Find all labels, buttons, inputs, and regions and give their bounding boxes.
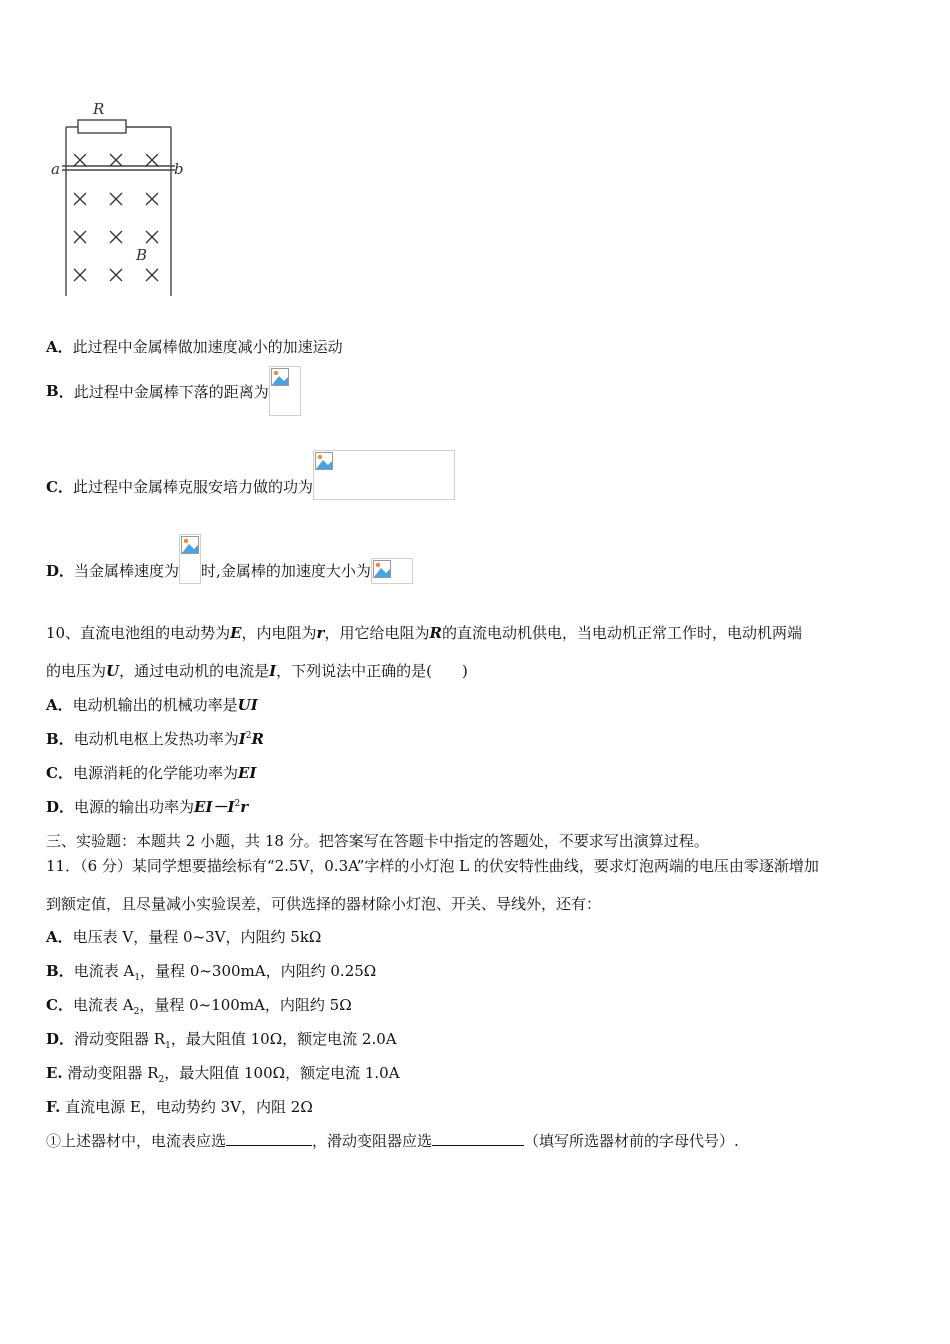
q9-option-a: A．此过程中金属棒做加速度减小的加速运动 [46,338,343,356]
q11-option-b: B．电流表 $A_1$，量程 0~300mA，内阻约 0.25Ω [46,962,377,983]
answer-blank-ammeter[interactable] [226,1145,312,1146]
field-cross-icon [110,269,122,281]
q11-stem-line2: 到额定值，且尽量减小实验误差，可供选择的器材除小灯泡、开关、导线外，还有： [46,895,602,913]
formula-image-placeholder [269,366,301,416]
formula-image-placeholder [313,450,455,500]
q10-option-d: D．电源的输出功率为$EI-I^2r$ [46,798,249,816]
field-cross-icon [74,269,86,281]
field-cross-icon [110,154,122,166]
q10-stem-line1: 10、直流电池组的电动势为E，内电阻为r，用它给电阻为R的直流电动机供电，当电动机正常工作时，电动机两端 [46,624,802,642]
q11-option-e: E. 滑动变阻器 $R_2$，最大阻值 100Ω，额定电流 1.0A [46,1064,400,1085]
q10-option-a: A．电动机输出的机械功率是UI [46,696,258,714]
q10-stem-line2: 的电压为U，通过电动机的电流是I，下列说法中正确的是( ) [46,662,468,680]
q9-option-c: C．此过程中金属棒克服安培力做的功为 [46,450,455,500]
q11-option-f: F. 直流电源 E，电动势约 3V，内阻 2Ω [46,1098,313,1116]
field-cross-icon [146,193,158,205]
field-cross-icon [146,269,158,281]
q9-option-b: B ． 此过程中金属棒下落的距离为 [46,366,301,416]
answer-blank-rheostat[interactable] [432,1145,524,1146]
formula-image-placeholder [179,534,201,584]
q11-option-d: D．滑动变阻器 $R_1$，最大阻值 10Ω，额定电流 2.0A [46,1030,397,1051]
label-b: b [174,160,184,178]
field-cross-icon [110,231,122,243]
broken-image-icon [181,536,199,554]
field-cross-icon [74,154,86,166]
q11-option-c: C．电流表 $A_2$，量程 0~100mA，内阻约 5Ω [46,996,352,1017]
label-R: R [93,100,105,118]
circuit-figure [48,96,198,306]
field-cross-icon [74,231,86,243]
q11-option-a: A．电压表 V，量程 0~3V，内阻约 5kΩ [46,928,322,946]
label-a: a [51,160,60,178]
broken-image-icon [373,560,391,578]
section-heading: 三、实验题：本题共 2 小题，共 18 分。把答案写在答题卡中指定的答题处，不要求写出演算过程。 [46,832,709,850]
broken-image-icon [271,368,289,386]
field-cross-icon [110,193,122,205]
q10-option-b: B．电动机电枢上发热功率为$I^2R$ [46,730,264,748]
q11-subquestion-1: ①上述器材中，电流表应选 ，滑动变阻器应选 （填写所选器材前的字母代号）. [46,1132,739,1150]
field-cross-icon [146,154,158,166]
label-B: B [136,246,148,264]
q10-option-c: C．电源消耗的化学能功率为EI [46,764,257,782]
field-cross-icon [146,231,158,243]
q9-option-d: D．当金属棒速度为 时,金属棒的加速度大小为 [46,534,413,584]
broken-image-icon [315,452,333,470]
field-cross-icon [74,193,86,205]
formula-image-placeholder [371,558,413,584]
q11-stem-line1: 11．（6 分）某同学想要描绘标有“2.5V，0.3A”字样的小灯泡 L 的伏安特性曲线，要求灯泡两端的电压由零逐渐增加 [46,857,819,875]
